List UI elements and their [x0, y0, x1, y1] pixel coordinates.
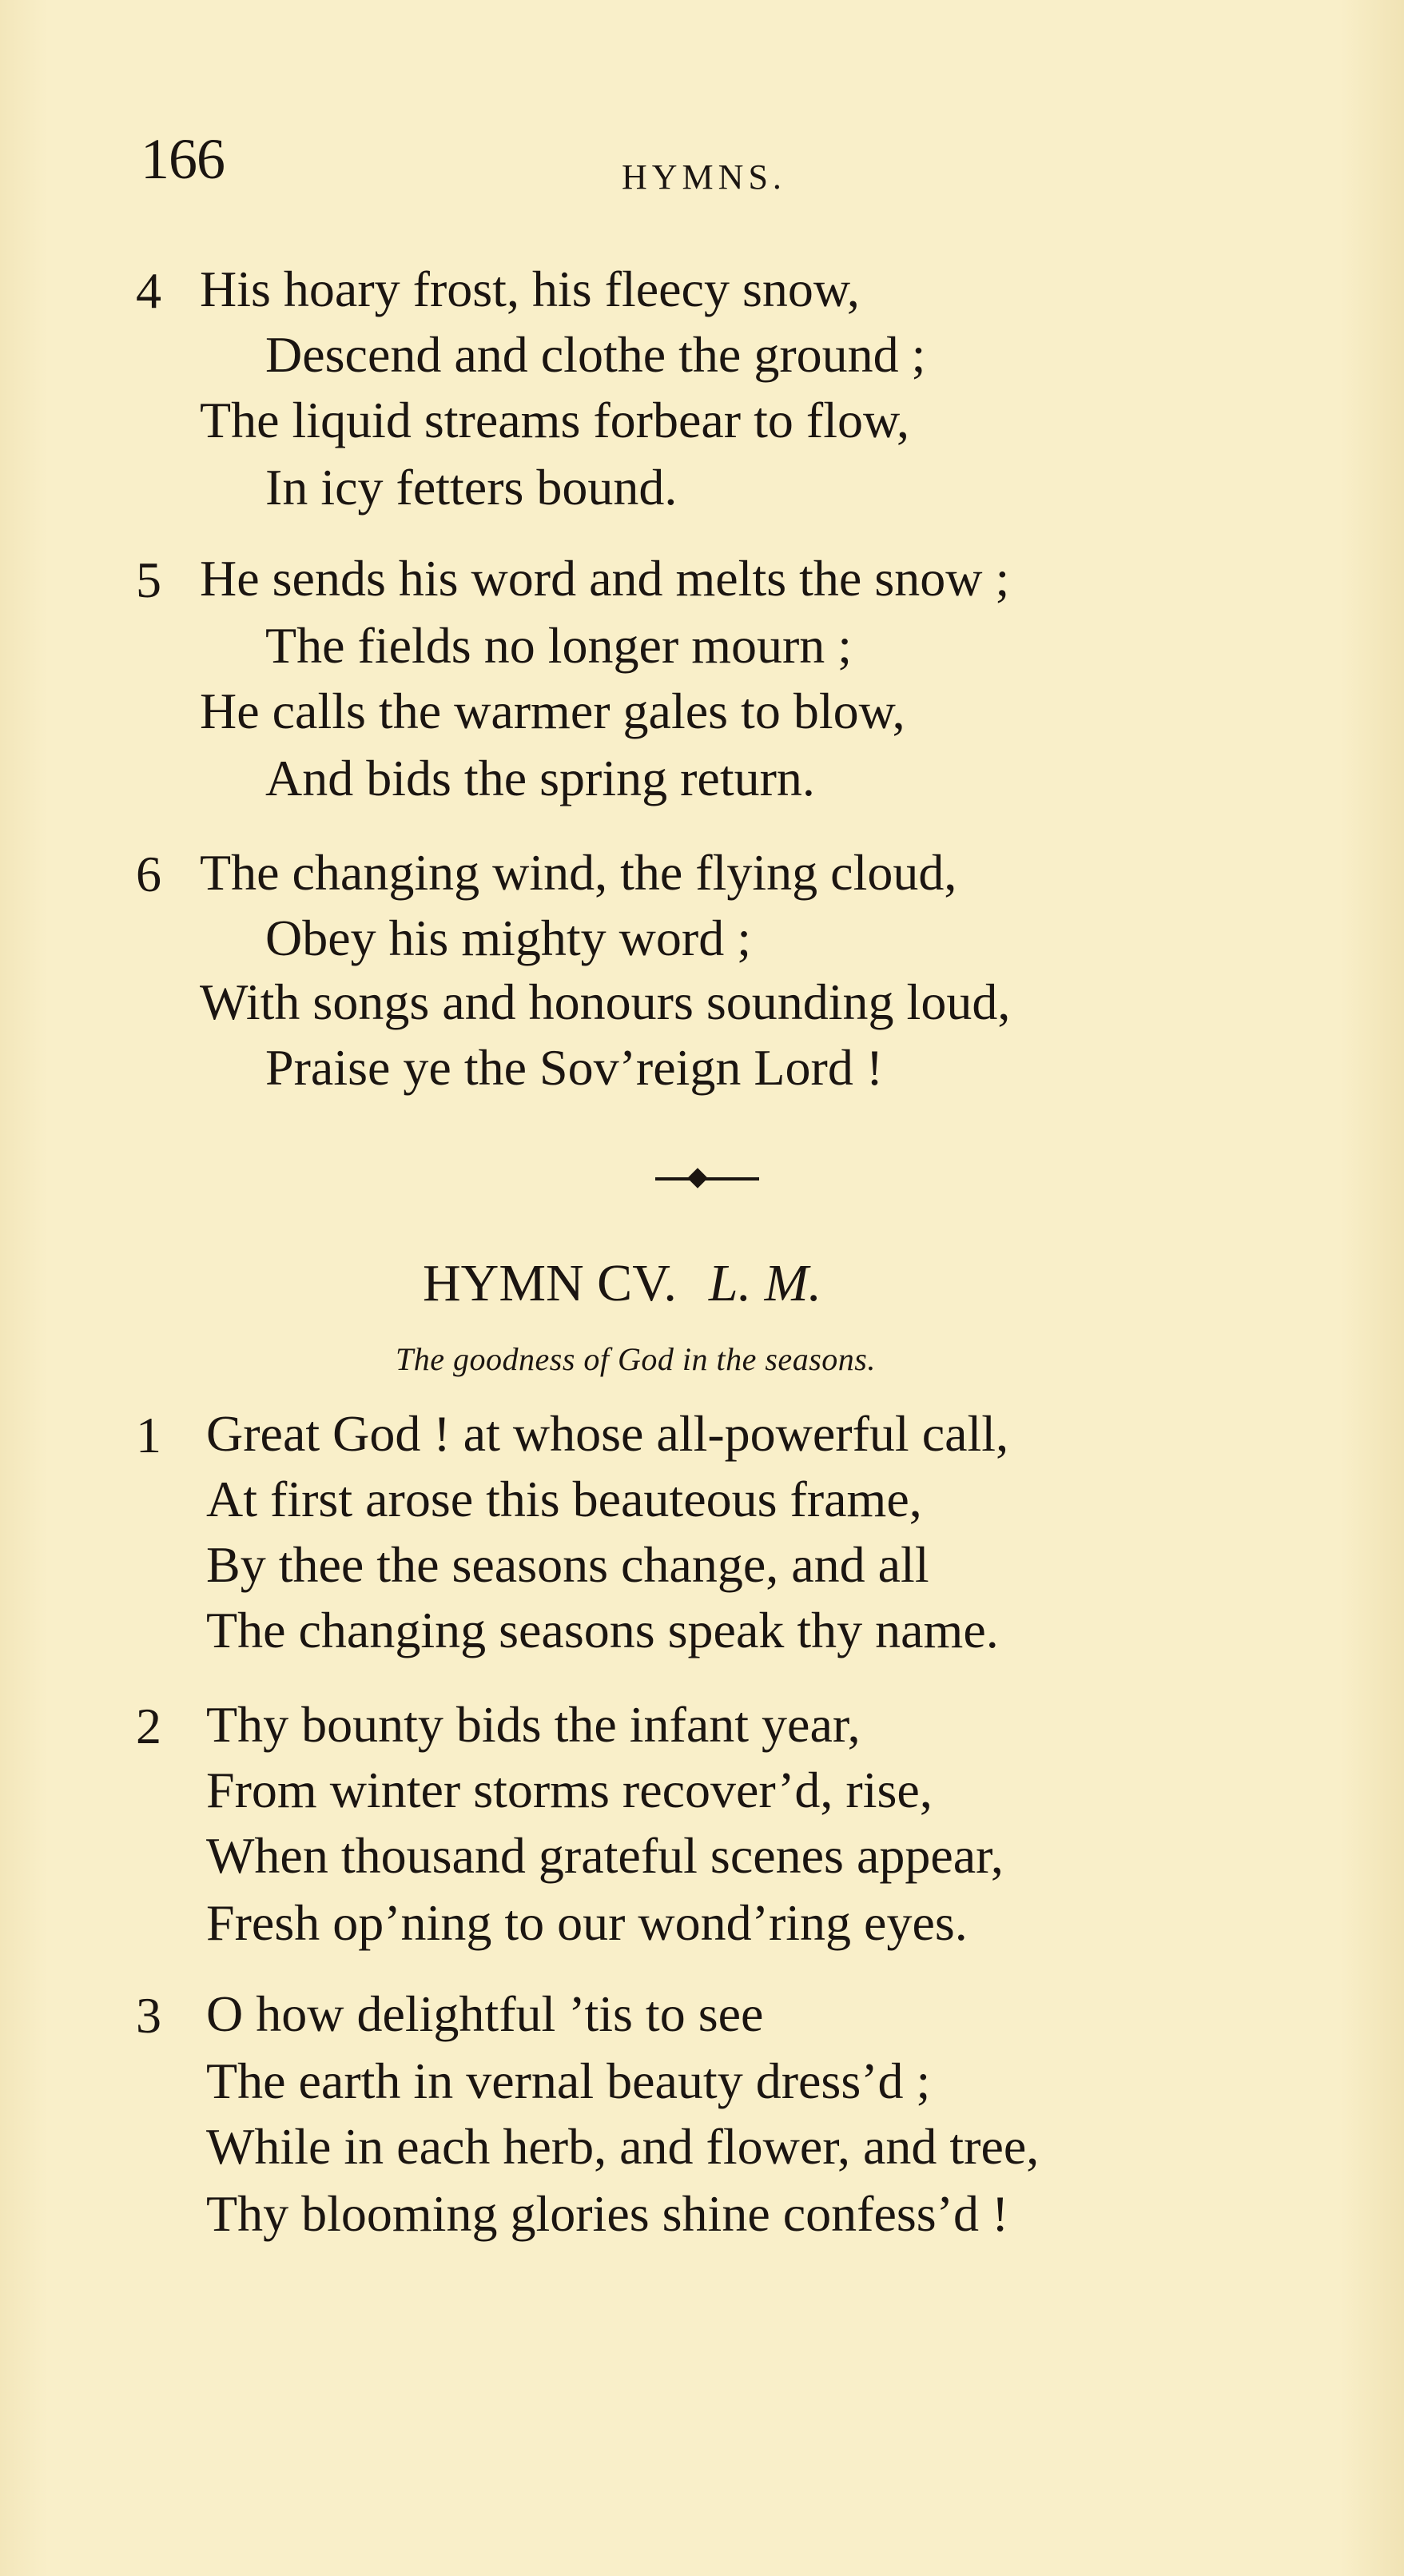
- hymn-meter: L. M.: [708, 1254, 822, 1312]
- stanza: [136, 550, 1334, 809]
- stanza: [136, 1405, 1334, 1664]
- verse-line: The liquid streams forbear to flow,: [200, 392, 910, 448]
- verse-line: From winter storms recover’d, rise,: [206, 1762, 933, 1818]
- verse-line: While in each herb, and flower, and tree,: [206, 2118, 1040, 2175]
- verse-line: The changing seasons speak thy name.: [206, 1602, 999, 1658]
- verse-line: The earth in vernal beauty dress’d ;: [206, 2052, 931, 2109]
- stanza: [136, 1696, 1334, 1955]
- verse-line: He calls the warmer gales to blow,: [200, 683, 905, 739]
- running-head: HYMNS.: [622, 157, 786, 197]
- stanza: [136, 261, 1334, 520]
- verse-line: O how delightful ’tis to see: [206, 1985, 764, 2042]
- stanza: [136, 1985, 1334, 2244]
- stanza-number: 4: [136, 262, 161, 319]
- stanza-number: 2: [136, 1698, 161, 1754]
- verse-line: Thy bounty bids the infant year,: [206, 1696, 861, 1753]
- stanza-number: 6: [136, 846, 161, 902]
- hymn-subtitle: The goodness of God in the seasons.: [396, 1341, 876, 1377]
- verse-line: He sends his word and melts the snow ;: [200, 550, 1010, 607]
- verse-line: Thy blooming glories shine confess’d !: [206, 2185, 1009, 2242]
- verse-line: Fresh op’ning to our wond’ring eyes.: [206, 1894, 968, 1951]
- verse-line: His hoary frost, his fleecy snow,: [200, 261, 860, 317]
- stanza-number: 5: [136, 551, 161, 608]
- verse-line: Praise ye the Sov’reign Lord !: [265, 1039, 884, 1096]
- verse-line: Obey his mighty word ;: [265, 910, 751, 966]
- verse-line: The fields no longer mourn ;: [265, 617, 853, 674]
- verse-line: When thousand grateful scenes appear,: [206, 1827, 1004, 1884]
- verse-line: By thee the seasons change, and all: [206, 1536, 929, 1593]
- verse-line: Great God ! at whose all-powerful call,: [206, 1405, 1009, 1462]
- hymn-number: HYMN CV.: [423, 1254, 677, 1312]
- verse-line: At first arose this beauteous frame,: [206, 1471, 922, 1527]
- verse-line: And bids the spring return.: [265, 750, 815, 806]
- page-header: [141, 126, 1259, 198]
- stanza: [136, 844, 1334, 1103]
- verse-line: Descend and clothe the ground ;: [265, 326, 926, 383]
- stanza-number: 1: [136, 1407, 161, 1463]
- stanza-number: 3: [136, 1987, 161, 2044]
- verse-line: With songs and honours sounding loud,: [200, 973, 1011, 1030]
- verse-line: In icy fetters bound.: [265, 459, 678, 516]
- verse-line: The changing wind, the flying cloud,: [200, 844, 957, 901]
- page-number: 166: [141, 127, 225, 191]
- hymn-title: [423, 1253, 821, 1314]
